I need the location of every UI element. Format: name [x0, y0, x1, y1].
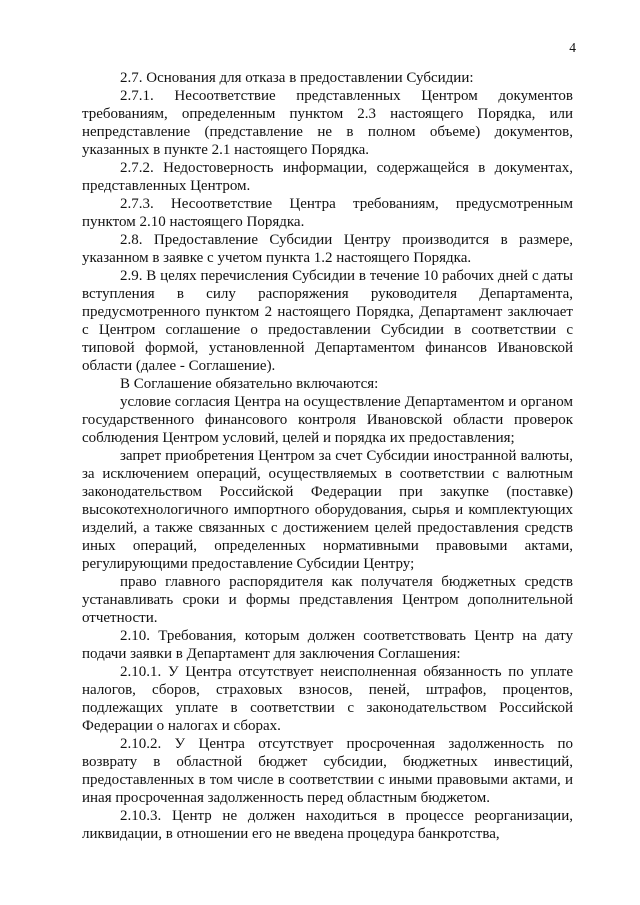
clause-2-7-3: 2.7.3. Несоответствие Центра требованиям, предусмотренным пунктом 2.10 настоящего Порядка.	[82, 196, 573, 230]
page-number: 4	[569, 40, 576, 55]
section-2-9: 2.9. В целях перечисления Субсидии в течение 10 рабочих дней с даты вступления в силу распоряжения руководителя Департамента, предусмотренного пунктом 2 настоящего Порядка, Департамент заключает с Центром соглашение о предоставлении Субсидии в соответствии с типовой формой, установленной Департаментом финансов Ивановской области (далее - Соглашение).	[82, 268, 573, 374]
agreement-condition-reporting: право главного распорядителя как получателя бюджетных средств устанавливать сроки и формы представления Центром дополнительной отчетности.	[82, 574, 573, 626]
clause-2-10-1: 2.10.1. У Центра отсутствует неисполненная обязанность по уплате налогов, сборов, страховых взносов, пеней, штрафов, процентов, подлежащих уплате в соответствии с законодательством Российской Федерации о налогах и сборах.	[82, 664, 573, 734]
agreement-inclusions-intro: В Соглашение обязательно включаются:	[120, 376, 379, 392]
section-2-7-heading: 2.7. Основания для отказа в предоставлении Субсидии:	[120, 70, 474, 86]
clause-2-10-2: 2.10.2. У Центра отсутствует просроченная задолженность по возврату в областной бюджет субсидии, бюджетных инвестиций, предоставленных в том числе в соответствии с иными правовыми актами, и иная просроченная задолженность перед областным бюджетом.	[82, 736, 573, 806]
agreement-condition-currency-ban: запрет приобретения Центром за счет Субсидии иностранной валюты, за исключением операций, осуществляемых в соответствии с валютным законодательством Российской Федерации при закупке (поставке) высокотехнологичного импортного оборудования, сырья и комплектующих изделий, а также связанных с достижением целей предоставления средств иных операций, определенных нормативными правовыми актами, регулирующими предоставление Субсидии Центру;	[82, 448, 573, 572]
agreement-condition-consent: условие согласия Центра на осуществление Департаментом и органом государственного финансового контроля Ивановской области проверок соблюдения Центром условий, целей и порядка их предоставления;	[82, 394, 573, 446]
clause-2-10-3: 2.10.3. Центр не должен находиться в процессе реорганизации, ликвидации, в отношении его не введена процедура банкротства,	[82, 808, 573, 842]
clause-2-7-2: 2.7.2. Недостоверность информации, содержащейся в документах, представленных Центром.	[82, 160, 573, 194]
section-2-8: 2.8. Предоставление Субсидии Центру производится в размере, указанном в заявке с учетом пункта 1.2 настоящего Порядка.	[82, 232, 573, 266]
clause-2-7-1: 2.7.1. Несоответствие представленных Центром документов требованиям, определенным пунктом 2.3 настоящего Порядка, или непредставление (представление не в полном объеме) документов, указанных в пункте 2.1 настоящего Порядка.	[82, 88, 573, 158]
document-body	[82, 69, 573, 843]
section-2-10-heading: 2.10. Требования, которым должен соответствовать Центр на дату подачи заявки в Департамент для заключения Соглашения:	[82, 628, 573, 662]
